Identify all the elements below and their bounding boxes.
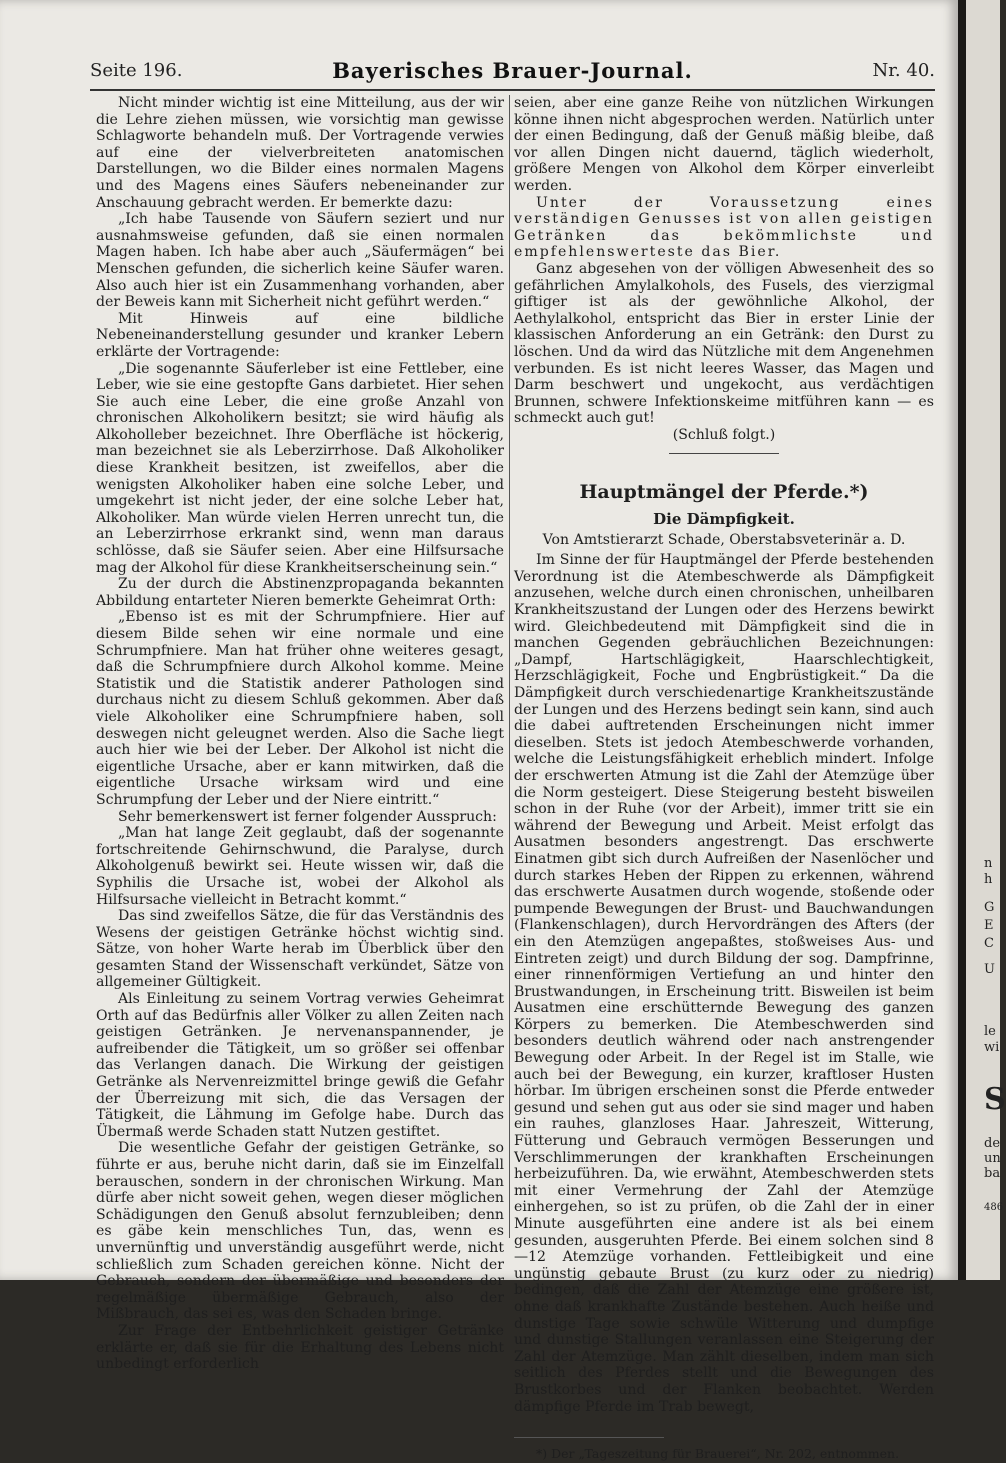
header-rule	[90, 89, 935, 91]
adjacent-fragment: h	[984, 872, 993, 887]
footnote-rule	[514, 1437, 664, 1438]
adjacent-fragment: U	[984, 962, 995, 977]
footnote: *) Der „Tageszeitung für Brauerei“, Nr. 202, entnommen.	[536, 1446, 900, 1462]
adjacent-fragment: 486	[984, 1202, 1004, 1213]
paragraph: Das sind zweifellos Sätze, die für das Verständnis des Wesens der geistigen Getränke höchst wichtig sind. Sätze, von hoher Warte herab im Überblick über den gesamten Stand der Wissenschaft verkündet, Sätze von allgemeiner Gültigkeit.	[96, 908, 504, 991]
page-gutter	[958, 0, 966, 1280]
paragraph: Sehr bemerkenswert ist ferner folgender Ausspruch:	[118, 808, 497, 825]
quote-paragraph: „Ich habe Tausende von Säufern seziert und nur ausnahmsweise gefunden, daß sie einen normalen Magen haben. Ich habe aber auch „Säufermägen“ bei Menschen gefunden, die sicherlich keine Säufer waren. Also auch hier ist ein Zusammenhang vorhanden, aber der Beweis kann mit Sicherheit nicht geführt werden.“	[96, 211, 504, 311]
paragraph: seien, aber eine ganze Reihe von nützlichen Wirkungen könne ihnen nicht abgesprochen werden. Natürlich unter der einen Bedingung, daß der Genuß mäßig bleibe, daß vor allen Dingen nicht dauernd, täglich wiederholt, größere Mengen von Alkohol dem Körper einverleibt werden.	[514, 95, 934, 194]
adjacent-fragment: C	[984, 936, 994, 951]
adjacent-fragment: S	[984, 1082, 1006, 1117]
closing-note: (Schluß folgt.)	[672, 426, 776, 443]
adjacent-fragment: E	[984, 918, 994, 933]
article-title: Hauptmängel der Pferde.*)	[579, 481, 869, 504]
adjacent-fragment: ba	[984, 1166, 1001, 1181]
paragraph: Im Sinne der für Hauptmängel der Pferde bestehenden Verordnung ist die Atembeschwerde als Dämpfigkeit anzusehen, welche durch einen chronischen, unheilbaren Krankheitszustand der Lungen oder des Herzens bewirkt wird. Gleichbedeutend mit Dämpfigkeit sind die in manchen Gegenden gebräuchlichen Bezeichnungen: „Dampf, Hartschlägigkeit, Haarschlechtigkeit, Herzschlägigkeit, Foche und Engbrüstigkeit.“ Da die Dämpfigkeit durch verschiedenartige Krankheitszustände der Lungen und des Herzens bedingt sein kann, sind auch die dabei auftretenden Erscheinungen nicht immer dieselben. Stets ist jedoch Atembeschwerde vorhanden, welche die Leistungsfähigkeit erheblich mindert. Infolge der erschwerten Atmung ist die Zahl der Atemzüge über die Norm gesteigert. Diese Steigerung besteht bisweilen schon in der Ruhe (vor der Arbeit), immer tritt sie ein während der Bewegung und Arbeit. Meist erfolgt das Ausatmen besonders angestrengt. Das erschwerte Einatmen gibt sich durch Aufreißen der Nasenlöcher und durch starkes Heben der Rippen zu erkennen, während das erschwerte Ausatmen durch wogende, stoßende oder pumpende Bewegungen der Brust- und Bauchwandungen (Flankenschlagen), durch Hervordrängen des Afters (der ein den Atemzügen angepaßtes, stoßweises Aus- und Eintreten zeigt) und durch Bildung der sog. Dampfrinne, einer rinnenförmigen Vertiefung an und hinter den Brustwandungen, in Erscheinung tritt. Bisweilen ist beim Ausatmen eine erschütternde Bewegung des ganzen Körpers zu bemerken. Die Atembeschwerden sind besonders deutlich während oder nach anstrengender Bewegung oder Arbeit. In der Regel ist im Stalle, wie auch bei der Bewegung, ein kurzer, kraftloser Husten hörbar. Im übrigen erscheinen sonst die Pferde entweder gesund und sehen gut aus oder sie sind mager und haben ein rauhes, glanzloses Haar. Jahreszeit, Witterung, Fütterung und Gebrauch vermögen Besserungen und Verschlimmerungen der krankhaften Erscheinungen herbeizuführen. Da, wie erwähnt, Atembeschwerden stets mit einer Vermehrung der Zahl der Atemzüge einhergehen, so ist zu prüfen, ob die Zahl der in einer Minute ausgeführten eine andere ist als bei einem gesunden, ausgeruhten Pferde. Bei einem solchen sind 8—12 Atemzüge vorhanden. Fettleibigkeit und eine ungünstig gebaute Brust (zu kurz oder zu niedrig) bedingen, daß die Zahl der Atemzüge eine größere ist, ohne daß krankhafte Zustände bestehen. Auch heiße und dunstige Tage sowie schwüle Witterung und dumpfige und dunstige Stallungen veranlassen eine Steigerung der Zahl der Atemzüge. Man zählt dieselben, indem man sich seitlich des Pferdes stellt und die Bewegungen des Brustkorbes und der Flanken beobachtet. Werden dämpfige Pferde im Trab bewegt,	[514, 552, 934, 1415]
page-number: Seite 196.	[90, 60, 183, 81]
quote-paragraph: „Die sogenannte Säuferleber ist eine Fettleber, eine Leber, wie sie eine gestopfte Gans darbietet. Hier sehen Sie auch eine Leber, die eine große Anzahl von chronischen Alkoholikern besitzt; sie wird häufig als Alkoholleber bezeichnet. Ihre Oberfläche ist höckerig, man bezeichnet sie als Leberzirrhose. Daß Alkoholiker diese Krankheit besitzen, ist zweifellos, aber die wenigsten Alkoholiker haben eine solche Leber, und umgekehrt ist nicht jeder, der eine solche Leber hat, Alkoholiker. Man würde vielen Herren unrecht tun, die an Leberzirrhose erkrankt sind, wenn man daraus schlösse, daß sie Säufer seien. Aber eine Hilfsursache mag der Alkohol für diese Krankheitserscheinung sein.“	[96, 360, 504, 576]
column-divider	[509, 95, 510, 1238]
paragraph: Als Einleitung zu seinem Vortrag verwies Geheimrat Orth auf das Bedürfnis aller Völker zu allen Zeiten nach geistigen Getränken. Je nervenanspannender, je aufreibender die Tätigkeit, um so größer sei offenbar das Verlangen danach. Die Wirkung der geistigen Getränke als Nervenreizmittel bringe gewiß die Gefahr der Überreizung mit sich, die das Versagen der Tätigkeit, die Lähmung im Gefolge habe. Durch das Übermaß werde Schaden statt Nutzen gestiftet.	[96, 991, 504, 1140]
section-separator	[669, 453, 779, 454]
quote-paragraph: „Man hat lange Zeit geglaubt, daß der sogenannte fortschreitende Gehirnschwund, die Paralyse, durch Alkoholgenuß bewirkt sei. Heute wissen wir, daß die Syphilis die Ursache ist, wobei der Alkohol als Hilfsursache vielleicht in Betracht kommt.“	[96, 825, 504, 908]
paragraph: Ganz abgesehen von der völligen Abwesenheit des so gefährlichen Amylalkohols, des Fusels, des vierzigmal giftiger ist als der gewöhnliche Alkohol, der Aethylalkohol, entspricht das Bier in erster Linie der klassischen Anforderung an ein Getränk: den Durst zu löschen. Und da wird das Nützliche mit dem Angenehmen verbunden. Es ist nicht leeres Wasser, das Magen und Darm beschwert und ungekocht, aus verdächtigen Brunnen, schwere Infektionskeime mitführen kann — es schmeckt auch gut!	[514, 260, 934, 427]
left-column	[96, 95, 504, 1373]
adjacent-fragment: wi	[984, 1040, 1000, 1055]
paragraph: Die wesentliche Gefahr der geistigen Getränke, so führte er aus, beruhe nicht darin, daß sie im Einzelfall berauschen, sondern in der chronischen Wirkung. Man dürfe aber nicht soweit gehen, wegen dieser möglichen Schädigungen den Genuß absolut fernzubleiben; denn es gäbe kein menschliches Tun, das, wenn es unvernünftig und unverständig ausgeführt werde, nicht schließlich zum Schaden gereichen könne. Nicht der Gebrauch, sondern der übermäßige und besonders der regelmäßige übermäßige Gebrauch, also der Mißbrauch, das sei es, was den Schaden bringe.	[96, 1140, 504, 1323]
paragraph: Mit Hinweis auf eine bildliche Nebeneinanderstellung gesunder und kranker Lebern erklärte der Vortragende:	[96, 310, 504, 360]
adjacent-fragment: le	[984, 1024, 996, 1039]
adjacent-page-edge	[966, 0, 1006, 1280]
paragraph: Zur Frage der Entbehrlichkeit geistiger Getränke erklärte er, daß sie für die Erhaltung des Lebens nicht unbedingt erforderlich	[96, 1322, 504, 1373]
article-subtitle: Die Dämpfigkeit.	[653, 510, 795, 529]
right-column	[514, 95, 934, 1463]
paragraph: Unter der Voraussetzung eines verständigen Genusses ist von allen geistigen Getränken das bekömmlichste und empfehlenswerteste das Bier.	[514, 194, 934, 261]
quote-paragraph: „Ebenso ist es mit der Schrumpfniere. Hier auf diesem Bilde sehen wir eine normale und eine Schrumpfniere. Man hat früher ohne weiteres gesagt, daß die Schrumpfniere durch Alkohol komme. Meine Statistik und die Statistik anderer Pathologen sind durchaus nicht zu diesem Schluß gekommen. Aber daß viele Alkoholiker eine Schrumpfniere haben, soll deswegen nicht geleugnet werden. Also die Sache liegt auch hier wie bei der Leber. Der Alkohol ist nicht die eigentliche Ursache, aber er kann mitwirken, daß die eigentliche Ursache wirksam wird und eine Schrumpfung der Leber und der Niere eintritt.“	[96, 609, 504, 808]
paragraph: Zu der durch die Abstinenzpropaganda bekannten Abbildung entarteter Nieren bemerkte Geheimrat Orth:	[96, 576, 504, 609]
adjacent-fragment: n	[984, 856, 993, 871]
adjacent-fragment: un	[984, 1151, 1001, 1166]
adjacent-fragment: G	[984, 900, 995, 915]
journal-title: Bayerisches Brauer-Journal.	[332, 58, 693, 83]
issue-number: Nr. 40.	[872, 60, 935, 81]
article-author: Von Amtstierarzt Schade, Oberstabsveterinär a. D.	[542, 531, 906, 548]
page-header	[90, 58, 935, 86]
paragraph: Nicht minder wichtig ist eine Mitteilung, aus der wir die Lehre ziehen müssen, wie vorsichtig man gewisse Schlagworte behandeln muß. Der Vortragende verwies auf eine der vielverbreiteten anatomischen Darstellungen, wo die Bilder eines normalen Magens und des Magens eines Säufers nebeneinander zur Anschauung gebracht werden. Er bemerkte dazu:	[96, 95, 504, 211]
adjacent-fragment: de	[984, 1136, 1001, 1151]
